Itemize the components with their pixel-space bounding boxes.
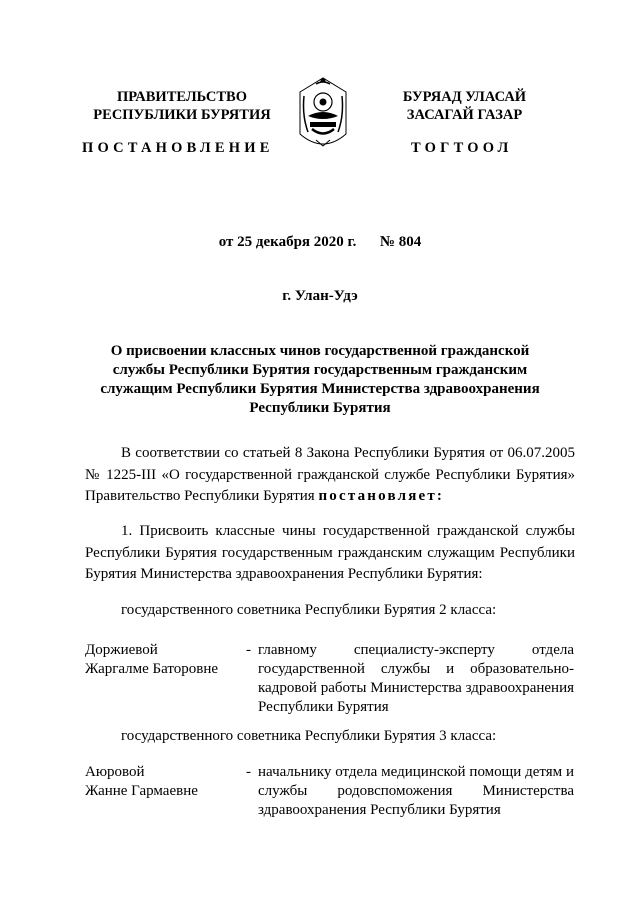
dash: -: [246, 642, 251, 658]
date-line: [0, 234, 640, 251]
doc-type-left: ПОСТАНОВЛЕНИЕ: [82, 140, 274, 156]
person-given-name: Жанне Гармаевне: [85, 783, 198, 799]
person-surname: Аюровой: [85, 764, 145, 780]
person-surname: Доржиевой: [85, 642, 158, 658]
title-line-1: О присвоении классных чинов государственной гражданской: [110, 343, 530, 359]
dash: -: [246, 764, 251, 780]
doc-type-right: ТОГТООЛ: [411, 140, 513, 156]
header-right-line2: ЗАСАГАЙ ГАЗАР: [406, 107, 523, 123]
header-right-line1: БУРЯАД УЛАСАЙ: [402, 89, 527, 105]
decree-date: от 25 декабря 2020 г.: [218, 234, 357, 250]
person-given-name: Жаргалме Баторовне: [85, 661, 219, 677]
header-left: [92, 88, 272, 124]
title-line-2: службы Республики Бурятия государственным гражданским: [112, 362, 528, 378]
preamble-text: В соответствии со статьей 8 Закона Республики Бурятия от 06.07.2005 № 1225-III «О государственной гражданской службе Республики Бурятия» Правительство Республики Бурятия: [85, 445, 575, 504]
rank-heading: государственного советника Республики Бурятия 3 класса:: [121, 728, 497, 744]
person-name: [85, 641, 235, 679]
title-line-4: Республики Бурятия: [249, 400, 391, 416]
preamble-paragraph: [85, 443, 575, 508]
header-left-line2: РЕСПУБЛИКИ БУРЯТИЯ: [93, 107, 271, 123]
header-right: [372, 88, 557, 124]
city: г. Улан-Удэ: [282, 288, 358, 304]
person-position: начальнику отдела медицинской помощи детям и службы родовспоможения Министерства здравоохранения Республики Бурятия: [258, 764, 574, 818]
person-position: главному специалисту-эксперту отдела государственной службы и образовательно-кадровой работы Министерства здравоохранения Республики Бурятия: [258, 642, 574, 715]
document-title: [60, 342, 580, 418]
clause-1: 1. Присвоить классные чины государственной гражданской службы Республики Бурятия государственным гражданским служащим Республики Бурятия Министерства здравоохранения Республики Бурятия:: [85, 523, 575, 582]
decree-number: № 804: [379, 234, 422, 250]
rank-heading: государственного советника Республики Бурятия 2 класса:: [121, 602, 497, 618]
decree-word: постановляет:: [318, 488, 445, 504]
header-left-line1: ПРАВИТЕЛЬСТВО: [117, 89, 247, 105]
person-name: [85, 763, 235, 801]
title-line-3: служащим Республики Бурятия Министерства здравоохранения: [100, 381, 540, 397]
coat-of-arms-icon: [296, 72, 350, 158]
